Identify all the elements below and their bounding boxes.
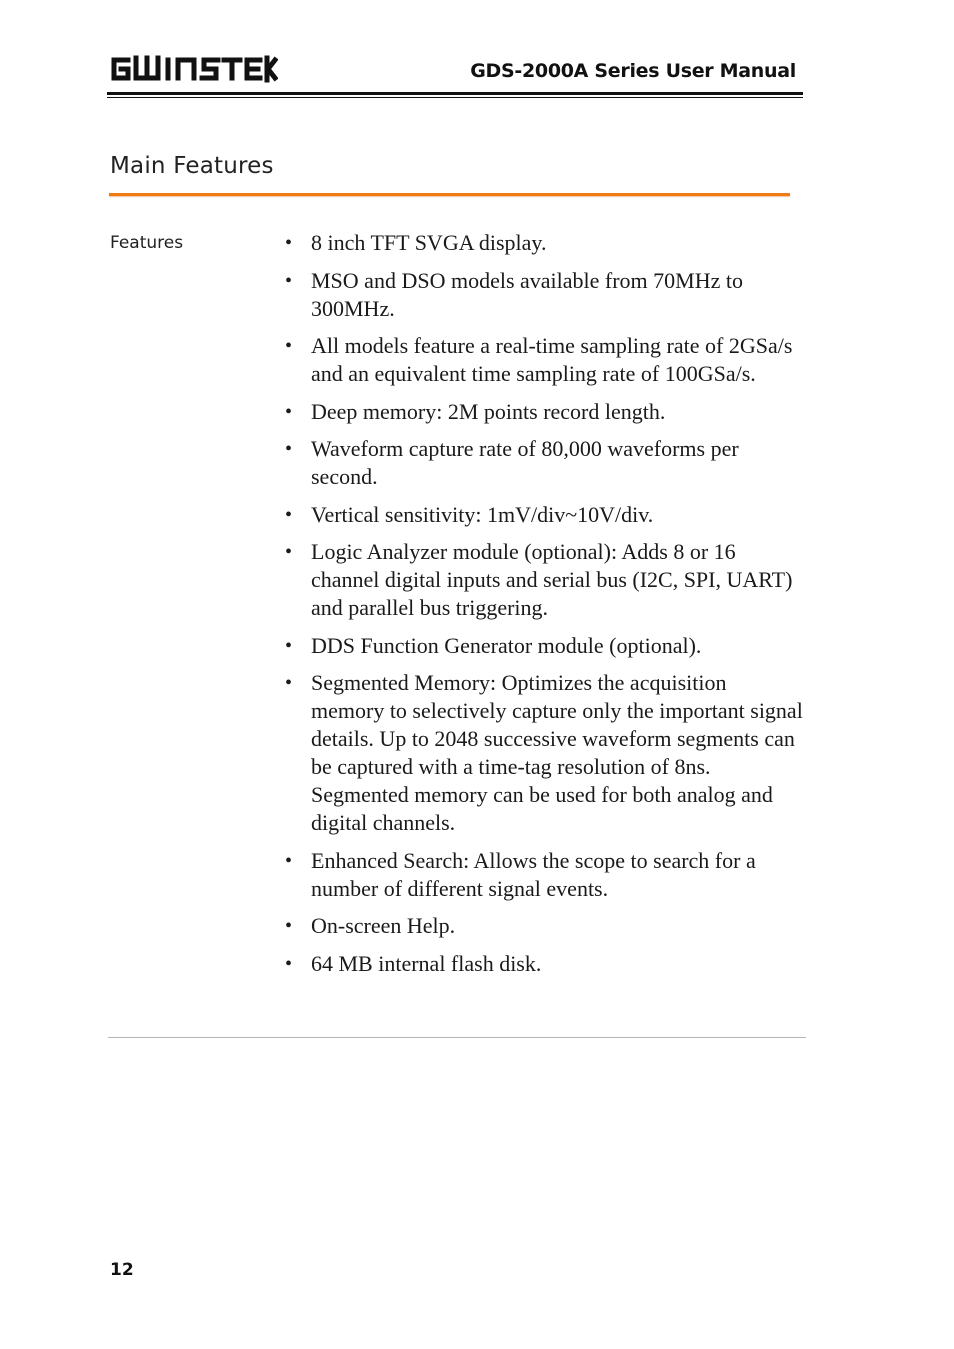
header-rule-thin: [107, 97, 803, 98]
list-item: • 64 MB internal flash disk.: [283, 950, 803, 978]
section-divider: [109, 193, 790, 196]
features-label: Features: [110, 233, 184, 253]
list-item: • Segmented Memory: Optimizes the acquisition memory to selectively capture only the important signal details. Up to 2048 successive waveform segments can be captured with a time-tag resolution of 8ns. Segmented memory can be used for both analog and digital channels.: [283, 669, 803, 837]
feature-list: [283, 229, 803, 987]
list-item: • Logic Analyzer module (optional): Adds 8 or 16 channel digital inputs and serial bus (I2C, SPI, UART) and parallel bus triggering.: [283, 538, 803, 622]
section-title: Main Features: [110, 153, 274, 179]
table-bottom-divider: [108, 1037, 806, 1038]
manual-title: GDS-2000A Series User Manual: [470, 60, 796, 82]
header-rule: [107, 92, 803, 95]
list-item: • DDS Function Generator module (optional).: [283, 632, 803, 660]
gw-instek-logo: [108, 54, 278, 84]
list-item: • 8 inch TFT SVGA display.: [283, 229, 803, 257]
list-item: • All models feature a real-time sampling rate of 2GSa/s and an equivalent time sampling rate of 100GSa/s.: [283, 332, 803, 388]
list-item: • Waveform capture rate of 80,000 waveforms per second.: [283, 435, 803, 491]
list-item: • MSO and DSO models available from 70MHz to 300MHz.: [283, 267, 803, 323]
list-item: • Vertical sensitivity: 1mV/div~10V/div.: [283, 501, 803, 529]
page-number: 12: [110, 1260, 134, 1280]
list-item: • Deep memory: 2M points record length.: [283, 398, 803, 426]
list-item: • On-screen Help.: [283, 912, 803, 940]
list-item: • Enhanced Search: Allows the scope to search for a number of different signal events.: [283, 847, 803, 903]
